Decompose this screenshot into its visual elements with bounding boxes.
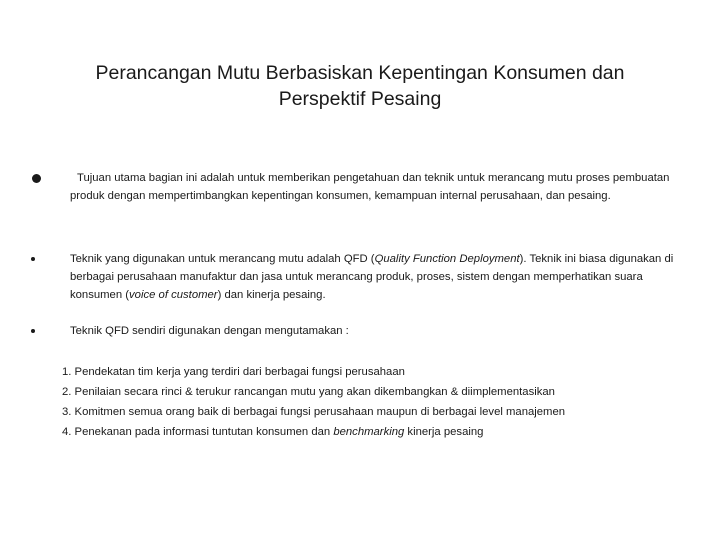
slide-title-line-1: Perancangan Mutu Berbasiskan Kepentingan Konsumen dan bbox=[95, 62, 625, 84]
slide-title bbox=[40, 60, 680, 112]
benchmarking-term: benchmarking bbox=[333, 426, 405, 438]
bullet-qfd-priorities-text: Teknik QFD sendiri digunakan dengan mengutamakan : bbox=[70, 325, 349, 337]
bullet-dot-icon bbox=[32, 174, 41, 183]
voc-term: voice of customer bbox=[129, 289, 218, 301]
list-item: 4. Penekanan pada informasi tuntutan konsumen dan benchmarking kinerja pesaing bbox=[62, 426, 484, 438]
priorities-list bbox=[62, 362, 662, 442]
list-item: 2. Penilaian secara rinci & terukur rancangan mutu yang akan dikembangkan & diimplementasikan bbox=[62, 386, 555, 398]
bullet-goal-text: Tujuan utama bagian ini adalah untuk memberikan pengetahuan dan teknik untuk merancang mutu proses pembuatan produk dengan mempertimbangkan kepentingan konsumen, kemampuan internal perusahaan, dan pesaing. bbox=[70, 172, 670, 202]
list-item: 3. Komitmen semua orang baik di berbagai fungsi perusahaan maupun di berbagai level manajemen bbox=[62, 406, 566, 418]
bullet-qfd-definition-text: Teknik yang digunakan untuk merancang mutu adalah QFD (Quality Function Deployment). Teknik ini biasa digunakan di berbagai perusahaan manufaktur dan jasa untuk merancang produk, proses, sistem dengan memperhatikan suara konsumen (voice of customer) dan kinerja pesaing. bbox=[70, 253, 674, 301]
bullet-dot-icon bbox=[31, 257, 35, 261]
bullet-dot-icon bbox=[31, 329, 35, 333]
slide-title-line-2: Perspektif Pesaing bbox=[278, 88, 442, 110]
list-item: 1. Pendekatan tim kerja yang terdiri dari berbagai fungsi perusahaan bbox=[62, 366, 405, 378]
qfd-term: Quality Function Deployment bbox=[374, 253, 520, 265]
